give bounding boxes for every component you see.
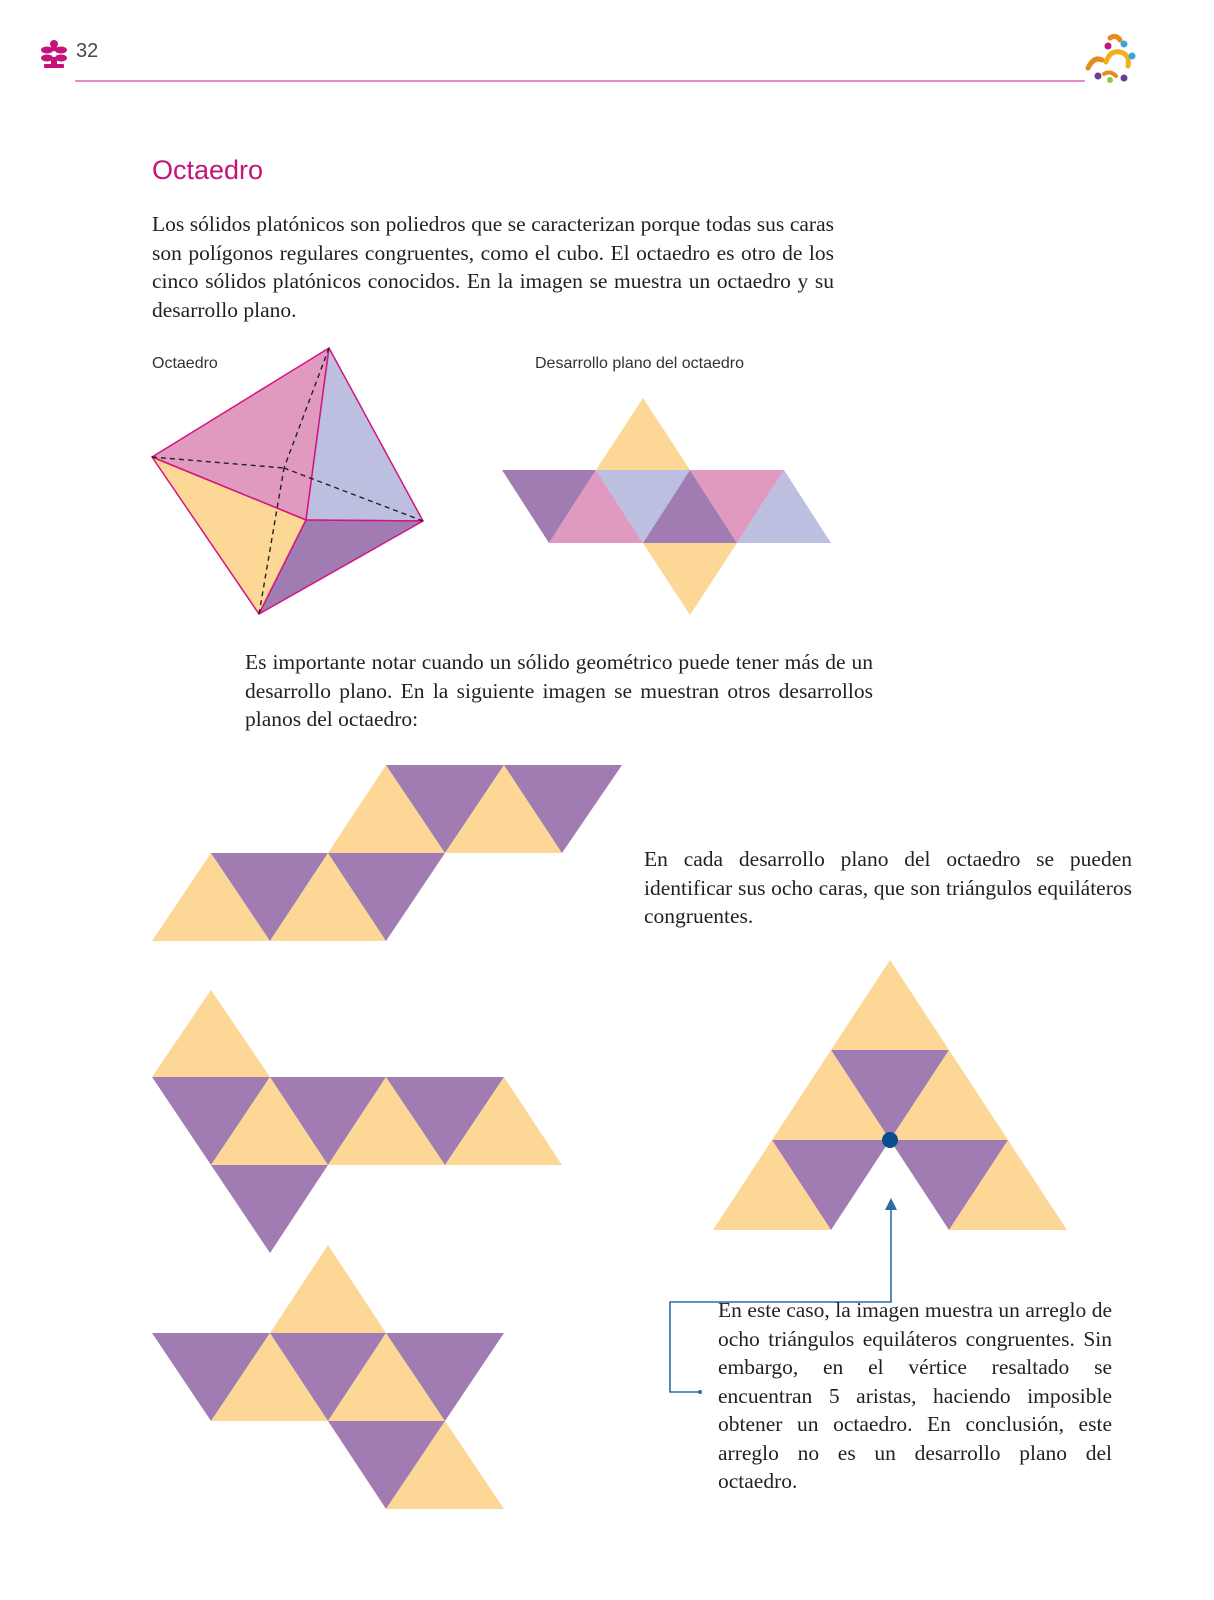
octahedron-caption: Octaedro [152,355,218,372]
middle-paragraph: Es importante notar cuando un sólido geométrico puede tener más de un desarrollo plano. En la siguiente imagen se muestran otros desarrollos planos del octaedro: [245,650,873,731]
arrow-up-icon [885,1198,897,1210]
alt-net-2 [150,985,570,1260]
net-face [831,960,949,1050]
net-caption: Desarrollo plano del octaedro [535,355,745,372]
dancing-figure-logo-icon [1080,30,1140,86]
net-face [596,398,690,470]
callout-paragraph: En este caso, la imagen muestra un arreglo de ocho triángulos equiláteros congruentes. Sin embargo, en el vértice resaltado se encuentran 5 aristas, haciendo imposible obtener un octaedro. En conclusión, este arreglo no es un desarrollo plano del octaedro. [718,1298,1112,1493]
flower-emblem-icon [40,38,68,70]
highlighted-vertex [882,1132,898,1148]
right-paragraph: En cada desarrollo plano del octaedro se pueden identificar sus ocho caras, que son triángulos equiláteros congruentes. [644,847,1132,928]
octahedron-figure [140,340,440,620]
intro-paragraph: Los sólidos platónicos son poliedros que se caracterizan porque todas sus caras son polígonos regulares congruentes, como el cubo. El octaedro es otro de los cinco sólidos platónicos conocidos. En la imagen se muestra un octaedro y su desarrollo plano. [152,212,834,322]
alt-net-3 [150,1240,520,1515]
page-number: 32 [76,40,99,62]
net-face [643,543,737,615]
header-rule [75,80,1085,82]
section-title: Octaedro [152,155,264,185]
net-face [152,990,270,1077]
alt-net-1 [150,760,630,950]
net-face [270,1245,386,1333]
octahedron-net-figure [495,395,840,620]
